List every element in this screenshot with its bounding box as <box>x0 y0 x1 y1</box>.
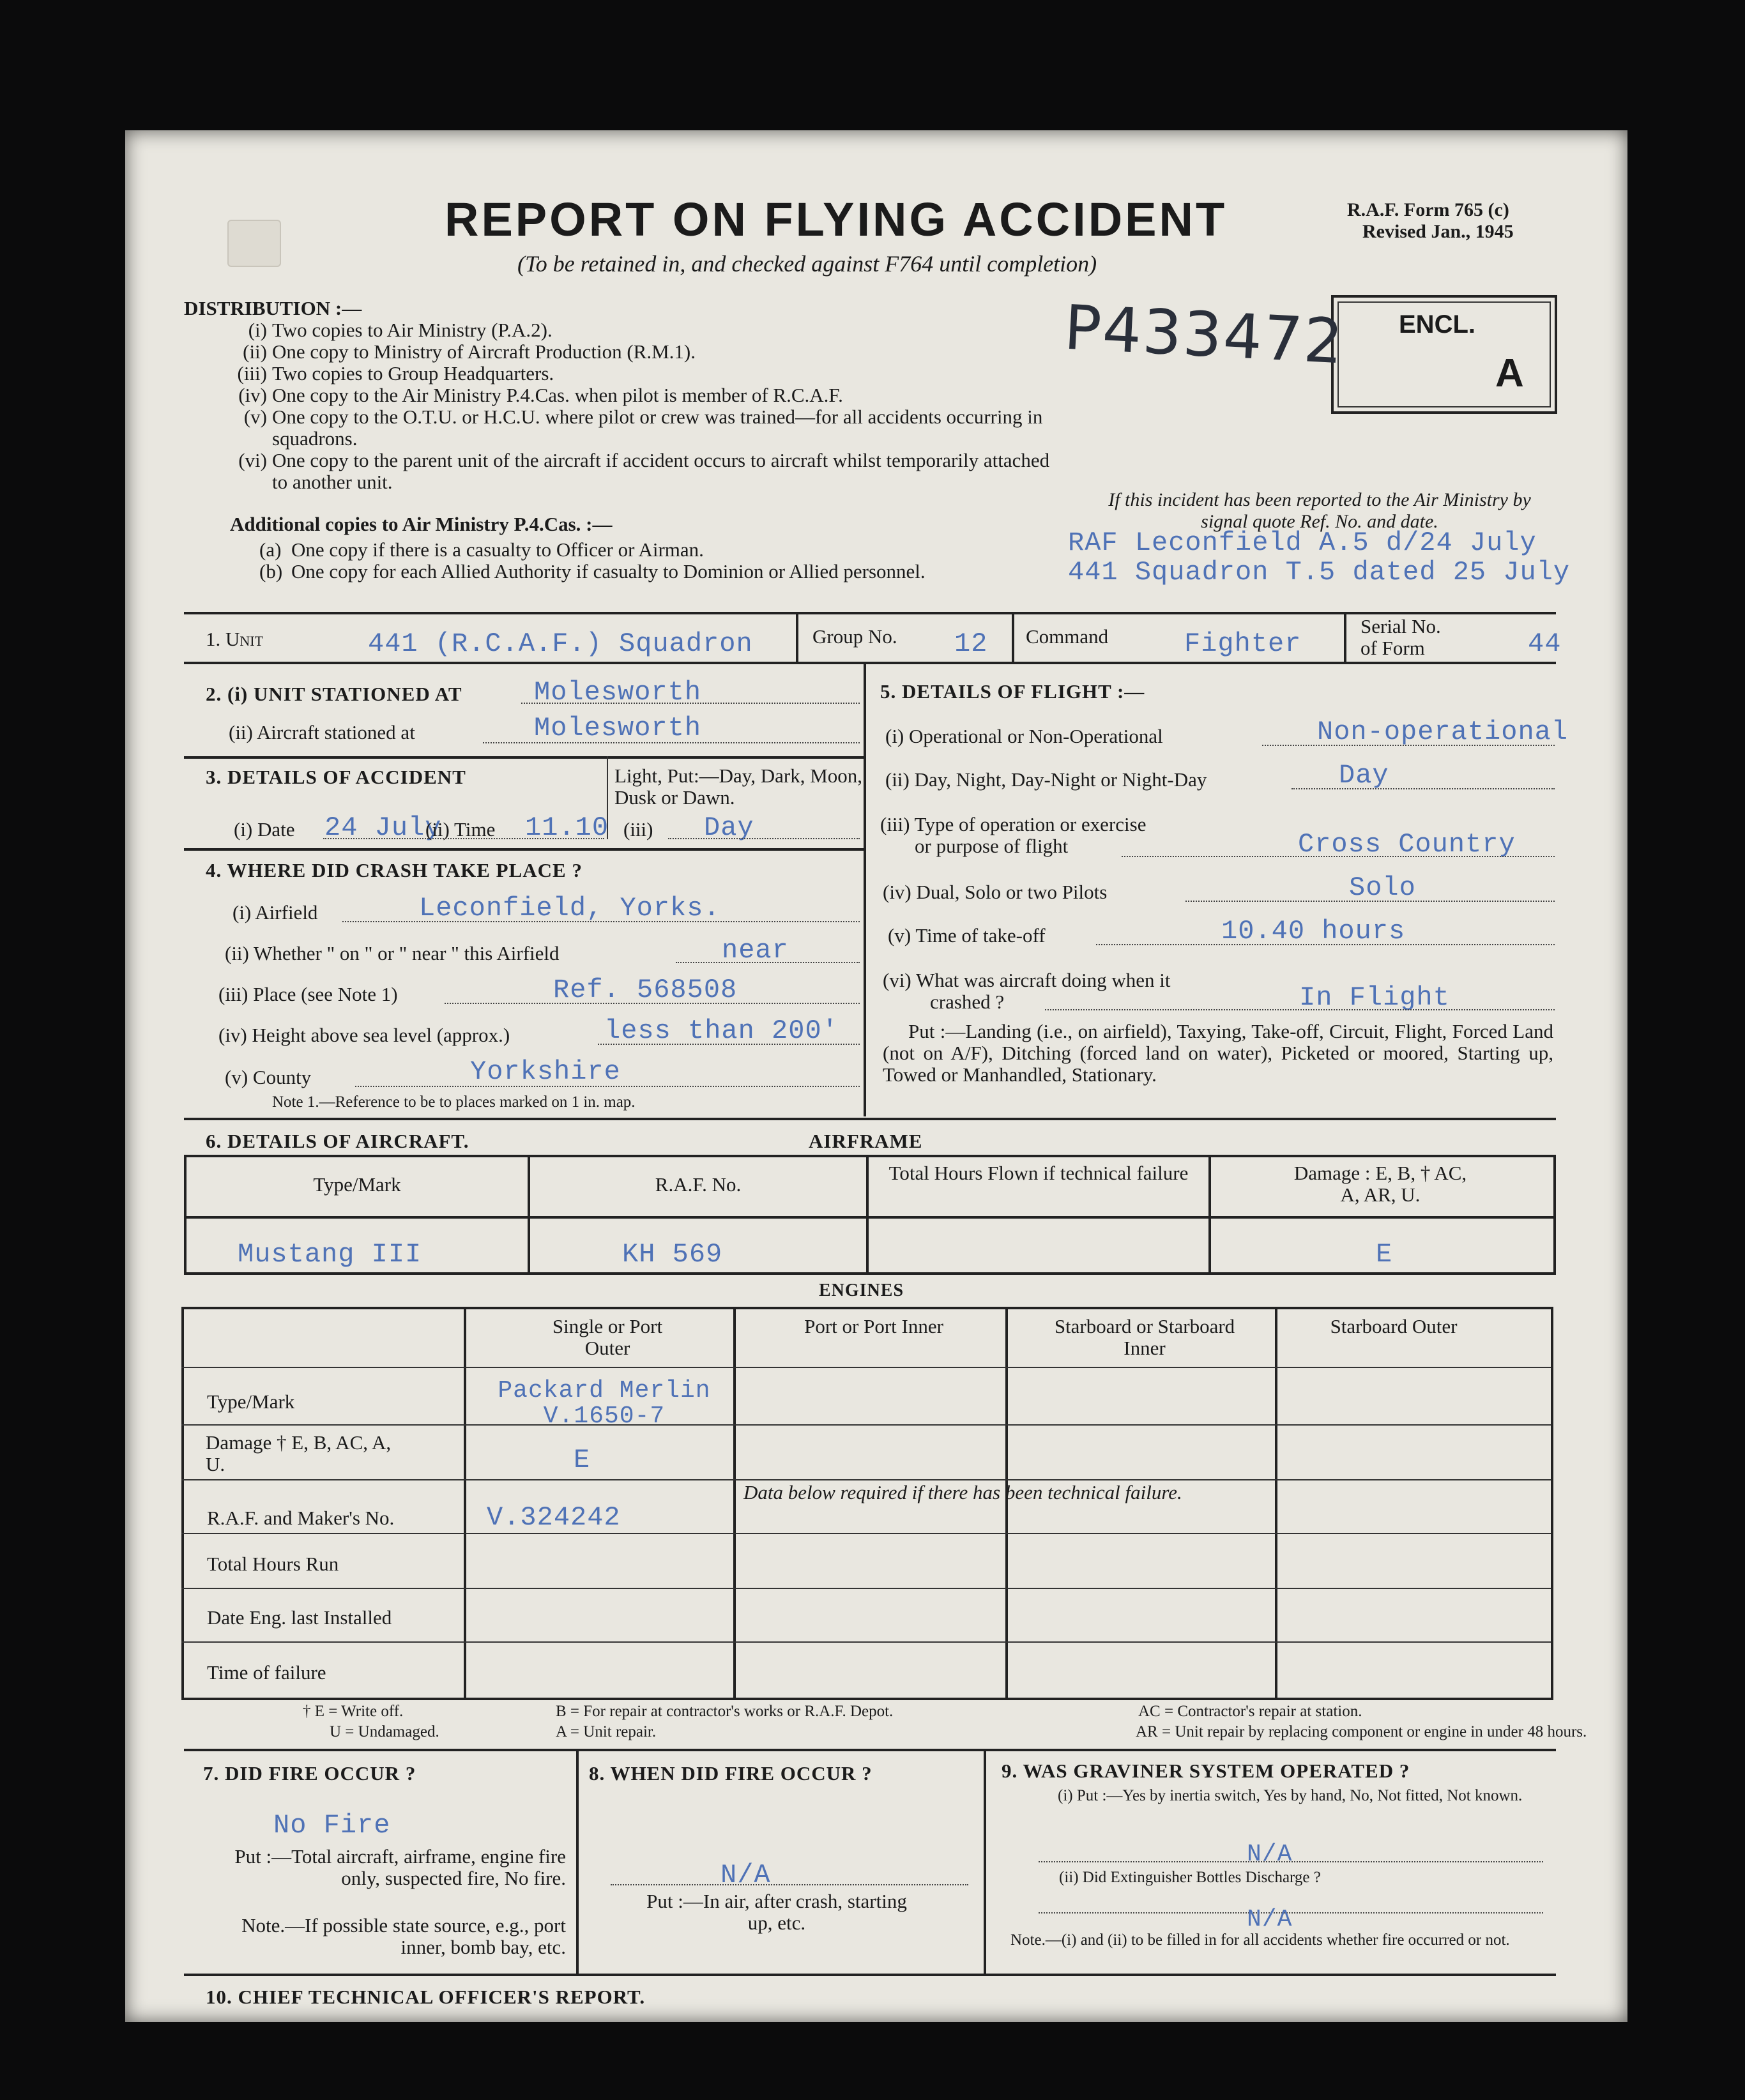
extinguisher-value: N/A <box>1247 1906 1293 1933</box>
rule <box>528 1155 530 1272</box>
section-4-note: Note 1.—Reference to be to places marked on 1 in. map. <box>272 1093 636 1111</box>
on-near-label: (ii) Whether " on " or " near " this Airfield <box>225 942 560 964</box>
legend-unit-repair: A = Unit repair. <box>556 1723 657 1740</box>
unit-value: 441 (R.C.A.F.) Squadron <box>368 628 753 659</box>
engine-header-port-inner: Port or Port Inner <box>804 1315 943 1337</box>
airframe-header-type: Type/Mark <box>313 1173 401 1196</box>
unit-stationed-value: Molesworth <box>534 677 702 708</box>
section-2-heading: 2. (i) UNIT STATIONED AT <box>206 683 462 705</box>
rule <box>984 1750 986 1974</box>
rule <box>1096 944 1555 945</box>
engine-damage-value: E <box>574 1445 591 1475</box>
rule <box>1012 612 1014 663</box>
rule <box>1039 1861 1543 1862</box>
rule <box>598 1044 860 1045</box>
legend-undamaged: U = Undamaged. <box>330 1723 439 1740</box>
rule <box>184 848 865 851</box>
day-night-label: (ii) Day, Night, Day-Night or Night-Day <box>885 768 1207 791</box>
section-10-heading: 10. CHIEF TECHNICAL OFFICER'S REPORT. <box>206 1986 646 2008</box>
operation-type-label: (iii) Type of operation or exercise <box>880 813 1147 835</box>
place-value: Ref. 568508 <box>553 975 738 1005</box>
distribution-item: (iv) One copy to the Air Ministry P.4.Cas. when pilot is member of R.C.A.F. <box>238 384 843 406</box>
airframe-header-hours: Total Hours Flown if technical failure <box>888 1162 1189 1184</box>
engine-row-label: Time of failure <box>207 1661 326 1684</box>
distribution-heading: DISTRIBUTION :— <box>184 297 362 319</box>
rule <box>1045 1009 1555 1010</box>
form-revised: Revised Jan., 1945 <box>1362 221 1514 242</box>
date-label: (i) Date <box>234 818 295 841</box>
rule <box>445 1003 860 1004</box>
county-value: Yorkshire <box>470 1056 621 1087</box>
rule <box>733 1307 736 1698</box>
section-3-heading: 3. DETAILS OF ACCIDENT <box>206 766 466 788</box>
rule <box>184 1216 1556 1219</box>
engine-row-label: Total Hours Run <box>207 1553 339 1575</box>
handwritten-reference: P433472 <box>1062 291 1346 378</box>
rule <box>1208 1155 1211 1272</box>
engine-header-starboard-inner: Starboard or Starboard Inner <box>1054 1315 1235 1359</box>
day-night-value: Day <box>1339 760 1389 791</box>
rule <box>184 1749 1556 1751</box>
rule <box>864 663 866 1116</box>
page-title: REPORT ON FLYING ACCIDENT <box>445 193 1228 246</box>
rule <box>1292 788 1555 789</box>
rule <box>184 1974 1556 1976</box>
light-label: (iii) <box>623 818 653 841</box>
time-value: 11.10 <box>525 812 609 843</box>
rule <box>181 1533 1551 1534</box>
rule <box>576 1750 579 1974</box>
engine-row-label: Type/Mark <box>207 1390 295 1413</box>
operational-value: Non-operational <box>1317 717 1569 747</box>
airframe-label: AIRFRAME <box>809 1130 923 1152</box>
rule <box>181 1367 1551 1368</box>
form-page <box>125 130 1627 2022</box>
aircraft-doing-label-2: crashed ? <box>930 991 1005 1013</box>
operational-label: (i) Operational or Non-Operational <box>885 725 1163 747</box>
additional-item: (b) One copy for each Allied Authority if casualty to Dominion or Allied personnel. <box>259 560 926 582</box>
rule <box>1344 612 1346 663</box>
engine-header-port-outer: Single or Port Outer <box>552 1315 663 1359</box>
rule <box>184 1118 1556 1120</box>
engine-header-starboard-outer: Starboard Outer <box>1330 1315 1458 1337</box>
serial-label: Serial No. <box>1360 615 1441 637</box>
rule <box>1185 901 1555 902</box>
aircraft-stationed-label: (ii) Aircraft stationed at <box>229 721 415 743</box>
signal-note: If this incident has been reported to the Air Ministry by signal quote Ref. No. and date. <box>1108 489 1531 532</box>
section-5-heading: 5. DETAILS OF FLIGHT :— <box>880 680 1145 703</box>
stamp-mark <box>227 220 281 267</box>
rule <box>611 1884 968 1885</box>
legend-write-off: † E = Write off. <box>303 1703 404 1720</box>
section-9-put-note: (i) Put :—Yes by inertia switch, Yes by hand, No, Not fitted, Not known. <box>1058 1787 1523 1804</box>
signal-reference-2: 441 Squadron T.5 dated 25 July <box>1068 557 1571 588</box>
time-label: (ii) Time <box>425 818 496 841</box>
command-value: Fighter <box>1184 628 1302 659</box>
light-value: Day <box>704 812 754 843</box>
engine-row-label: R.A.F. and Maker's No. <box>207 1507 395 1529</box>
fire-value: No Fire <box>273 1810 391 1841</box>
page-subtitle: (To be retained in, and checked against F764 until completion) <box>517 251 1097 277</box>
rule <box>184 756 865 759</box>
distribution-item: (ii) One copy to Ministry of Aircraft Production (R.M.1). <box>243 340 696 363</box>
rule <box>184 662 1556 664</box>
rule <box>464 1307 466 1698</box>
rule <box>323 838 604 839</box>
command-label: Command <box>1026 625 1109 648</box>
section-4-heading: 4. WHERE DID CRASH TAKE PLACE ? <box>206 859 583 881</box>
rule <box>184 612 1556 614</box>
light-put-note: Light, Put:—Day, Dark, Moon, Dusk or Dawn. <box>614 765 863 809</box>
section-8-put-note: Put :—In air, after crash, starting up, etc. <box>646 1890 907 1934</box>
distribution-list <box>221 319 1050 493</box>
aircraft-stationed-value: Molesworth <box>534 713 702 743</box>
legend-contractor-works: B = For repair at contractor's works or R.A.F. Depot. <box>556 1703 894 1720</box>
additional-copies-list <box>259 539 1051 582</box>
section-7-heading: 7. DID FIRE OCCUR ? <box>203 1762 416 1784</box>
engine-makers-no-value: V.324242 <box>487 1502 621 1533</box>
operation-type-value: Cross Country <box>1298 829 1516 860</box>
height-value: less than 200' <box>604 1016 839 1046</box>
group-value: 12 <box>954 628 988 659</box>
rule <box>1122 856 1555 857</box>
rule <box>355 1086 860 1087</box>
airframe-raf-no-value: KH 569 <box>622 1239 723 1270</box>
rule <box>1262 745 1555 746</box>
section-6-heading: 6. DETAILS OF AIRCRAFT. <box>206 1130 469 1152</box>
encl-value: A <box>1495 351 1524 395</box>
aircraft-doing-label: (vi) What was aircraft doing when it <box>883 969 1171 991</box>
place-label: (iii) Place (see Note 1) <box>218 983 398 1005</box>
rule <box>668 838 860 839</box>
rule <box>521 703 860 704</box>
rule <box>483 742 860 743</box>
dual-solo-value: Solo <box>1349 872 1416 903</box>
engine-row-label: Damage † E, B, AC, A, U. <box>206 1431 392 1475</box>
engines-label: ENGINES <box>819 1281 904 1300</box>
section-7-note: Note.—If possible state source, e.g., port inner, bomb bay, etc. <box>241 1914 566 1958</box>
rule <box>342 921 860 922</box>
airfield-value: Leconfield, Yorks. <box>419 893 720 924</box>
serial-value: 44 <box>1528 628 1562 659</box>
airframe-header-raf-no: R.A.F. No. <box>655 1173 742 1196</box>
group-label: Group No. <box>812 625 897 648</box>
additional-copies-heading: Additional copies to Air Ministry P.4.Cas. :— <box>230 513 613 535</box>
rule <box>181 1641 1551 1643</box>
airframe-damage-value: E <box>1376 1239 1393 1270</box>
dual-solo-label: (iv) Dual, Solo or two Pilots <box>883 881 1108 903</box>
rule <box>181 1424 1551 1426</box>
form-reference: R.A.F. Form 765 (c) <box>1347 199 1509 220</box>
extinguisher-label: (ii) Did Extinguisher Bottles Discharge ? <box>1059 1869 1321 1886</box>
rule <box>1275 1307 1277 1698</box>
date-value: 24 July <box>324 812 442 843</box>
section-9-note: Note.—(i) and (ii) to be filled in for all accidents whether fire occurred or not. <box>1010 1931 1510 1949</box>
aircraft-doing-value: In Flight <box>1299 982 1450 1013</box>
additional-item: (a) One copy if there is a casualty to Officer or Airman. <box>259 538 704 561</box>
graviner-value: N/A <box>1247 1841 1293 1868</box>
legend-unit-replacing: AR = Unit repair by replacing component or engine in under 48 hours. <box>1136 1723 1587 1740</box>
airframe-header-damage: Damage : E, B, † AC, A, AR, U. <box>1293 1162 1467 1206</box>
height-label: (iv) Height above sea level (approx.) <box>218 1024 510 1046</box>
operation-type-label-2: or purpose of flight <box>915 835 1069 857</box>
technical-failure-note: Data below required if there has been technical failure. <box>743 1481 1182 1503</box>
section-7-put-note: Put :—Total aircraft, airframe, engine fire only, suspected fire, No fire. <box>234 1845 566 1889</box>
section-5-put-note: Put :—Landing (i.e., on airfield), Taxying, Take-off, Circuit, Flight, Forced Land (not on A/F), Ditching (forced land on water), Picketed or moored, Starting up, Towed or Manhandled, Stationary. <box>883 1020 1553 1086</box>
airfield-label: (i) Airfield <box>232 901 318 924</box>
engine-type-value: Packard Merlin V.1650-7 <box>498 1377 711 1430</box>
legend-contractor-station: AC = Contractor's repair at station. <box>1138 1703 1362 1720</box>
take-off-value: 10.40 hours <box>1221 916 1406 947</box>
distribution-item: (i) Two copies to Air Ministry (P.A.2). <box>248 319 552 341</box>
rule <box>676 962 860 963</box>
engine-row-label: Date Eng. last Installed <box>207 1606 392 1629</box>
distribution-item: (iii) Two copies to Group Headquarters. <box>237 362 554 384</box>
take-off-label: (v) Time of take-off <box>888 924 1046 947</box>
on-near-value: near <box>722 935 789 966</box>
county-label: (v) County <box>225 1066 312 1088</box>
section-9-heading: 9. WAS GRAVINER SYSTEM OPERATED ? <box>1002 1760 1410 1782</box>
rule <box>796 612 798 663</box>
fire-when-value: N/A <box>720 1860 771 1891</box>
serial-label-2: of Form <box>1360 637 1425 659</box>
airframe-type-value: Mustang III <box>238 1239 422 1270</box>
unit-label: 1. Unit <box>206 628 264 650</box>
rule <box>181 1479 1551 1480</box>
signal-reference-1: RAF Leconfield A.5 d/24 July <box>1068 528 1537 558</box>
encl-label: ENCL. <box>1399 310 1475 339</box>
section-8-heading: 8. WHEN DID FIRE OCCUR ? <box>589 1762 872 1784</box>
distribution-item: (v) One copy to the O.T.U. or H.C.U. where pilot or crew was trained—for all accidents occurring in squadrons. <box>243 406 1043 450</box>
rule <box>181 1588 1551 1589</box>
distribution-item: (vi) One copy to the parent unit of the aircraft if accident occurs to aircraft whilst temporarily attached to another unit. <box>238 449 1050 493</box>
